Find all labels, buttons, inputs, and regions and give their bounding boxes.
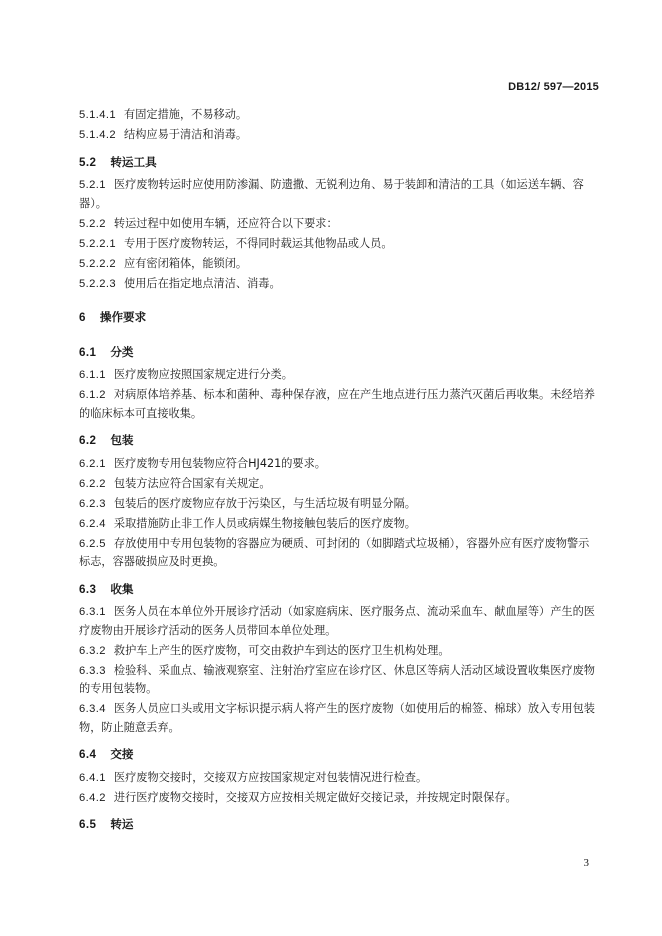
section-title: 收集 bbox=[110, 581, 134, 596]
clause-6-1-1 bbox=[79, 366, 599, 385]
clause-number: 5.1.4.1 bbox=[79, 109, 117, 121]
clause-number: 6.2.4 bbox=[79, 517, 106, 530]
section-heading-6-5 bbox=[79, 815, 599, 835]
clause-6-2-5 bbox=[79, 535, 599, 572]
section-title: 包装 bbox=[110, 433, 134, 447]
clause-number: 6.2.3 bbox=[79, 497, 106, 510]
clause-number: 6.3.3 bbox=[79, 664, 106, 677]
clause-5-2-2-3 bbox=[79, 275, 599, 294]
clause-text: 专用于医疗废物转运，不得同时载运其他物品或人员。 bbox=[124, 236, 393, 250]
clause-6-3-1 bbox=[79, 603, 599, 640]
clause-text: 进行医疗废物交接时，交接双方应按相关规定做好交接记录，并按规定时限保存。 bbox=[113, 790, 517, 804]
clause-5-1-4-2 bbox=[79, 126, 599, 145]
clause-text: 检验科、采血点、输液观察室、注射治疗室应在诊疗区、休息区等病人活动区域设置收集医疗废物的专用包装物。 bbox=[79, 663, 595, 695]
clause-text: 应有密闭箱体，能锁闭。 bbox=[124, 256, 248, 270]
clause-text: 医疗废物交接时，交接双方应按国家规定对包装情况进行检查。 bbox=[113, 770, 428, 784]
section-number: 6.2 bbox=[79, 434, 97, 447]
clause-number: 5.1.4.2 bbox=[79, 129, 117, 141]
clause-text: 转运过程中如使用车辆，还应符合以下要求： bbox=[113, 216, 338, 230]
clause-text: 采取措施防止非工作人员或病媒生物接触包装后的医疗废物。 bbox=[113, 516, 416, 530]
clause-text: 医务人员应口头或用文字标识提示病人将产生的医疗废物（如使用后的棉签、棉球）放入专用包装物，防止随意丢弃。 bbox=[79, 702, 595, 734]
clause-text: 包装方法应符合国家有关规定。 bbox=[113, 476, 271, 490]
section-title: 转运 bbox=[110, 817, 134, 831]
clause-6-2-1 bbox=[79, 455, 599, 474]
clause-text: 医务人员在本单位外开展诊疗活动（如家庭病床、医疗服务点、流动采血车、献血屋等）产生的医疗废物由开展诊疗活动的医务人员带回本单位处理。 bbox=[79, 605, 595, 637]
clause-6-2-3 bbox=[79, 495, 599, 514]
clause-5-1-4-1 bbox=[79, 106, 599, 125]
clause-text: 存放使用中专用包装物的容器应为硬质、可封闭的（如脚踏式垃圾桶），容器外应有医疗废物警示标志，容器破损应及时更换。 bbox=[79, 536, 590, 568]
section-heading-5-2 bbox=[79, 153, 599, 173]
clause-6-1-2 bbox=[79, 386, 599, 423]
clause-text: 使用后在指定地点清洁、消毒。 bbox=[124, 276, 281, 290]
clause-text: 对病原体培养基、标本和菌种、毒种保存液，应在产生地点进行压力蒸汽灭菌后再收集。未经培养的临床标本可直接收集。 bbox=[79, 388, 595, 420]
clause-6-2-4 bbox=[79, 515, 599, 534]
clause-text: 医疗废物转运时应使用防渗漏、防遗撒、无锐利边角、易于装卸和清洁的工具（如运送车辆、容器）。 bbox=[79, 178, 584, 210]
clause-number: 6.1.1 bbox=[79, 369, 106, 381]
clause-6-3-2 bbox=[79, 642, 599, 661]
document-body bbox=[79, 106, 599, 836]
section-number: 6.4 bbox=[79, 748, 97, 761]
clause-number: 6.2.2 bbox=[79, 477, 106, 490]
clause-5-2-1 bbox=[79, 176, 599, 213]
section-heading-6-2 bbox=[79, 431, 599, 451]
clause-number: 5.2.1 bbox=[79, 179, 106, 191]
clause-6-4-2 bbox=[79, 789, 599, 808]
section-number: 5.2 bbox=[79, 155, 97, 169]
clause-number: 5.2.2.1 bbox=[79, 237, 117, 250]
chapter-title: 操作要求 bbox=[99, 310, 147, 324]
section-number: 6.3 bbox=[79, 582, 97, 596]
clause-text: 有固定措施，不易移动。 bbox=[124, 108, 248, 121]
clause-number: 6.4.2 bbox=[79, 791, 106, 804]
clause-number: 6.2.1 bbox=[79, 457, 106, 470]
clause-number: 5.2.2 bbox=[79, 217, 106, 230]
clause-text: 救护车上产生的医疗废物，可交由救护车到达的医疗卫生机构处理。 bbox=[113, 643, 450, 657]
clause-number: 5.2.2.3 bbox=[79, 277, 117, 290]
section-number: 6.1 bbox=[79, 345, 97, 359]
chapter-heading-6 bbox=[79, 308, 599, 328]
clause-text: 结构应易于清洁和消毒。 bbox=[124, 128, 248, 141]
clause-number: 6.1.2 bbox=[79, 389, 106, 401]
clause-number: 6.3.4 bbox=[79, 703, 106, 715]
page-number: 3 bbox=[583, 857, 589, 869]
section-heading-6-4 bbox=[79, 745, 599, 765]
clause-6-2-2 bbox=[79, 475, 599, 494]
clause-number: 6.2.5 bbox=[79, 537, 106, 550]
section-number: 6.5 bbox=[79, 818, 97, 831]
clause-5-2-2-2 bbox=[79, 255, 599, 274]
section-title: 转运工具 bbox=[110, 154, 157, 169]
section-heading-6-1 bbox=[79, 343, 599, 363]
clause-6-3-4 bbox=[79, 700, 599, 737]
clause-number: 6.4.1 bbox=[79, 771, 106, 784]
section-title: 交接 bbox=[110, 747, 134, 761]
clause-number: 5.2.2.2 bbox=[79, 257, 117, 270]
clause-text: 医疗废物专用包装物应符合HJ421的要求。 bbox=[113, 456, 326, 470]
chapter-number: 6 bbox=[79, 311, 86, 324]
clause-6-3-3 bbox=[79, 662, 599, 699]
clause-text: 医疗废物应按照国家规定进行分类。 bbox=[113, 368, 293, 381]
section-heading-6-3 bbox=[79, 580, 599, 600]
clause-5-2-2-1 bbox=[79, 235, 599, 254]
clause-text: 包装后的医疗废物应存放于污染区，与生活垃圾有明显分隔。 bbox=[113, 496, 416, 510]
clause-number: 6.3.1 bbox=[79, 606, 106, 618]
section-title: 分类 bbox=[110, 344, 134, 359]
clause-number: 6.3.2 bbox=[79, 644, 106, 657]
clause-5-2-2 bbox=[79, 215, 599, 234]
document-code: DB12/ 597—2015 bbox=[508, 81, 599, 93]
clause-6-4-1 bbox=[79, 769, 599, 788]
